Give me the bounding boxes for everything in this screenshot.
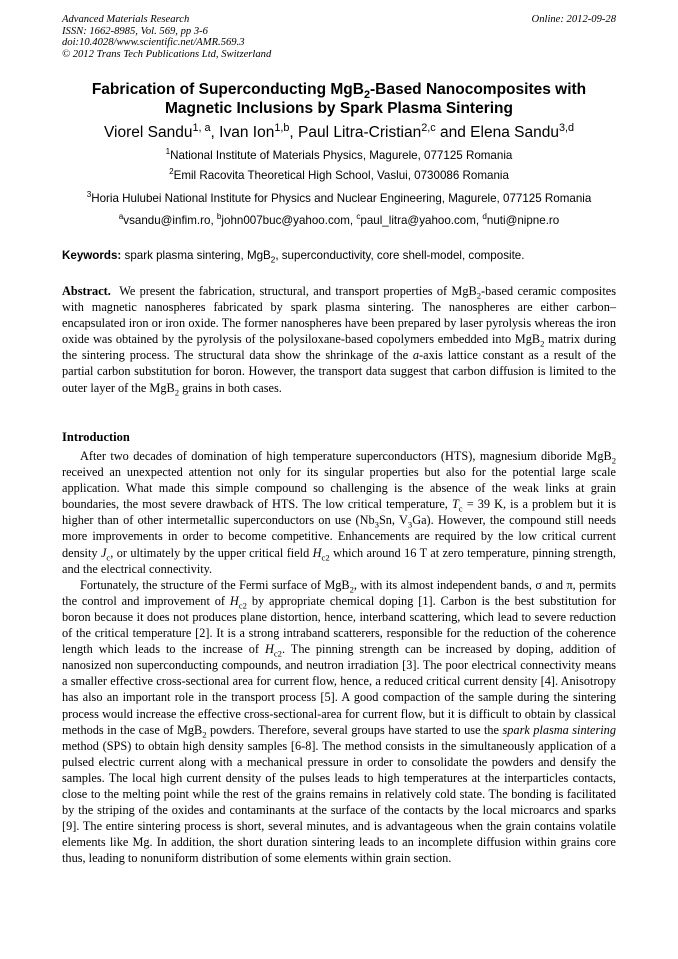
issn-line: ISSN: 1662-8985, Vol. 569, pp 3-6 [62,25,208,37]
section-heading-introduction: Introduction [62,430,130,444]
email-link[interactable]: paul_litra@yahoo.com [360,214,476,227]
journal-header [62,14,616,60]
keywords-label: Keywords: [62,249,122,262]
doi-line: doi:10.4028/www.scientific.net/AMR.569.3 [62,37,245,49]
journal-name: Advanced Materials Research [62,14,190,25]
abstract-label: Abstract. [62,284,111,298]
online-date: Online: 2012-09-28 [531,14,616,25]
email-link[interactable]: john007buc@yahoo.com [221,214,350,227]
keywords: Keywords: spark plasma sintering, MgB$_2$, superconductivity, core shell-model, composite. [62,249,525,265]
affiliation-1: $^1$National Institute of Materials Physics, Magurele, 077125 Romania [165,147,513,162]
abstract: Abstract. We present the fabrication, structural, and transport properties of MgB$_2$-based ceramic composites with magnetic nanospheres fabricated by spark plasma sintering. The nanospheres are either carbon–encapsulated iron or iron oxide. The former nanospheres have been prepared by laser pyrolysis whereas the iron oxide was obtained by the pyrolysis of the polysiloxane-based copolymers embedded into MgB$_2$ matrix during the sintering process. The structural data show the shrinkage of the a-axis lattice constant as a result of the partial carbon substitution for boron. However, the transport data suggest that carbon diffusion is limited to the outer layer of the MgB$_2$ grains in both cases. [62,284,617,398]
email-link[interactable]: vsandu@infim.ro [123,214,211,227]
author: Elena Sandu [470,124,559,141]
introduction-body [62,448,616,866]
author-list: Viorel Sandu$^{1, a}$, Ivan Ion$^{1,b}$, Paul Litra-Cristian$^{2,c}$ and Elena Sandu$^{3,d}$ [103,121,575,141]
copyright-line: © 2012 Trans Tech Publications Ltd, Switzerland [62,48,272,60]
author: Viorel Sandu [103,124,193,141]
paragraph: Fortunately, the structure of the Fermi surface of MgB$_2$, with its almost independent bands, σ and π, permits the control and improvement of $H_{c2}$ by appropriate chemical doping [1]. Carbon is the best substitution for boron because it does not produces plane distortion, hence, interband scattering, which lead to severe reduction of the critical temperature [2]. It is a strong intraband scatterers, responsible for the reduction of the coherence length which leads to the increase of $H_{c2}$. The pinning strength can be increased by doping, addition of nanosized non superconducting compounds, and neutron irradiation [3]. The poor electrical connectivity means a smaller effective cross-sectional area for current flow, hence, a reduced critical current density [4]. Anisotropy has also an important role in the transport process [5]. A good compaction of the sample during the sintering process would increase the effective cross-sectional-area for current flow, but it is difficult to obtain by classical methods in the case of MgB$_2$ powders. Therefore, several groups have started to use the spark plasma sintering method (SPS) to obtain high density samples [6-8]. The method consists in the simultaneously application of a pulsed electric current along with a mechanical pressure in order to consolidate the powders and densify the samples. The local high current density of the pulses leads to high temperatures at the interparticles contacts, close to the melting point while the rest of the grains remains in relatively cold state. The bonding is facilitated by the striping of the oxides and contaminants at the surface of the contacts by the local microarcs and sparks [9]. The entire sintering process is short, several minutes, and is advantageous when the grain contains volatile elements like Mg. In addition, the short duration sintering leads to an incomplete diffusion within grains core thus, leading to nonuniform distribution of some elements within grain section. [62,577,617,866]
affiliation-2: $^2$Emil Racovita Theoretical High School, Vaslui, 0730086 Romania [169,167,509,182]
author: Ivan Ion [219,124,275,141]
author-emails: $^a$vsandu@infim.ro, $^b$john007buc@yahoo.com, $^c$paul_litra@yahoo.com, $^d$nuti@nipne.ro [118,212,560,227]
paper-title: Fabrication of Superconducting MgB$_2$-Based Nanocomposites with Magnetic Inclusions by Spark Plasma Sintering [91,81,587,117]
author: Paul Litra-Cristian [298,124,422,141]
paragraph: After two decades of domination of high temperature superconductors (HTS), magnesium diboride MgB$_2$ received an unexpected attention not only for its singular properties but also for the potential large scale application. What made this simple compound so challenging is the absence of the weak links at grain boundaries, the most severe drawback of HTS. The low critical temperature, $T_c = 39$ K, is a problem but it is higher than of other intermetallic superconductors on use ($Nb_3Sn$, $V_3Ga$). However, the compound still needs more improvements in order to become competitive. Enhancements are required by the low critical current density $J_c$, or ultimately by the upper critical field $H_{c2}$ which around 16 T at zero temperature, pinning strength, and the electrical connectivity. [62,449,616,576]
email-link[interactable]: nuti@nipne.ro [486,214,560,227]
affiliation-3: $^3$Horia Hulubei National Institute for Physics and Nuclear Engineering, Magurele, 077125 Romania [86,190,592,205]
